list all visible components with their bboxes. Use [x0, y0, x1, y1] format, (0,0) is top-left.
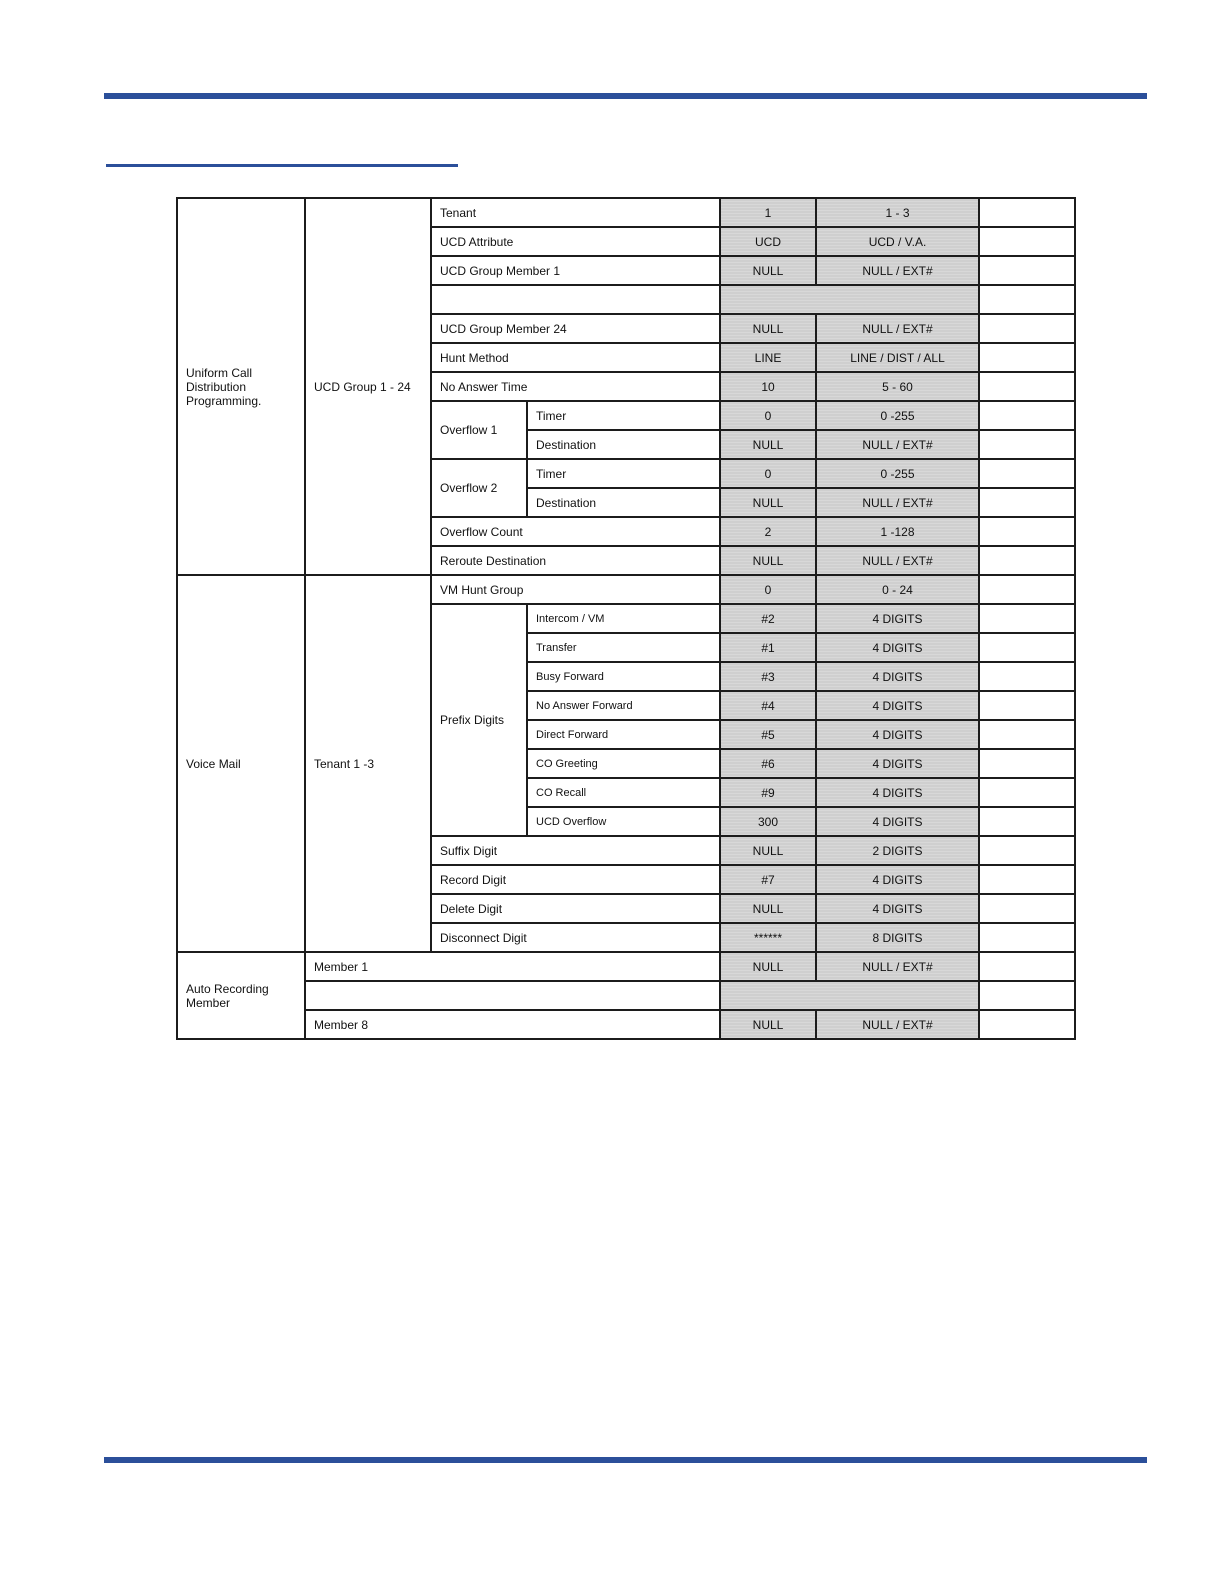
range-value: 4 DIGITS — [816, 865, 979, 894]
row-label: Direct Forward — [527, 720, 720, 749]
default-value: NULL — [720, 314, 816, 343]
row-label: Suffix Digit — [431, 836, 720, 865]
range-value: 4 DIGITS — [816, 749, 979, 778]
table-row — [177, 575, 1075, 604]
range-value: 2 DIGITS — [816, 836, 979, 865]
row-label: Reroute Destination — [431, 546, 720, 575]
range-value: 5 - 60 — [816, 372, 979, 401]
row-label: Destination — [527, 488, 720, 517]
row-label: Disconnect Digit — [431, 923, 720, 952]
range-value: 4 DIGITS — [816, 807, 979, 836]
default-value: UCD — [720, 227, 816, 256]
range-value: 0 - 24 — [816, 575, 979, 604]
range-value: 0 -255 — [816, 401, 979, 430]
row-label: Transfer — [527, 633, 720, 662]
range-value: NULL / EXT# — [816, 546, 979, 575]
blank-cell — [979, 894, 1075, 923]
footer-rule — [104, 1457, 1147, 1463]
default-value: #3 — [720, 662, 816, 691]
row-label: UCD Attribute — [431, 227, 720, 256]
range-value: 4 DIGITS — [816, 691, 979, 720]
blank-cell — [979, 633, 1075, 662]
row-label: Destination — [527, 430, 720, 459]
default-value: ****** — [720, 923, 816, 952]
default-value: #1 — [720, 633, 816, 662]
blank-cell — [979, 343, 1075, 372]
blank-cell — [979, 662, 1075, 691]
row-label: No Answer Time — [431, 372, 720, 401]
row-label: Member 1 — [305, 952, 720, 981]
range-value: NULL / EXT# — [816, 314, 979, 343]
range-value: NULL / EXT# — [816, 1010, 979, 1039]
blank-cell — [979, 836, 1075, 865]
blank-cell — [979, 198, 1075, 227]
blank-cell — [979, 923, 1075, 952]
blank-cell — [305, 981, 720, 1010]
default-value: 1 — [720, 198, 816, 227]
range-value: NULL / EXT# — [816, 952, 979, 981]
default-value: #9 — [720, 778, 816, 807]
range-value: 4 DIGITS — [816, 633, 979, 662]
overflow2-label: Overflow 2 — [431, 459, 527, 517]
range-value: 4 DIGITS — [816, 604, 979, 633]
prefix-digits-label: Prefix Digits — [431, 604, 527, 836]
ucd-section-label: Uniform Call Distribution Programming. — [177, 198, 305, 575]
default-value: #6 — [720, 749, 816, 778]
default-value: NULL — [720, 488, 816, 517]
blank-shaded-cell — [720, 981, 979, 1010]
range-value: NULL / EXT# — [816, 430, 979, 459]
range-value: 8 DIGITS — [816, 923, 979, 952]
blank-cell — [979, 401, 1075, 430]
vm-group-label: Tenant 1 -3 — [305, 575, 431, 952]
range-value: 4 DIGITS — [816, 662, 979, 691]
programming-table — [176, 197, 1076, 1040]
blank-cell — [979, 256, 1075, 285]
default-value: NULL — [720, 836, 816, 865]
row-label: CO Greeting — [527, 749, 720, 778]
default-value: 0 — [720, 459, 816, 488]
blank-cell — [979, 575, 1075, 604]
default-value: NULL — [720, 1010, 816, 1039]
blank-cell — [979, 865, 1075, 894]
row-label: Overflow Count — [431, 517, 720, 546]
blank-cell — [979, 459, 1075, 488]
table-row — [177, 198, 1075, 227]
range-value: 4 DIGITS — [816, 894, 979, 923]
range-value: UCD / V.A. — [816, 227, 979, 256]
blank-cell — [979, 981, 1075, 1010]
default-value: NULL — [720, 256, 816, 285]
row-label: UCD Group Member 1 — [431, 256, 720, 285]
row-label: Tenant — [431, 198, 720, 227]
blank-cell — [979, 1010, 1075, 1039]
row-label: UCD Overflow — [527, 807, 720, 836]
blank-cell — [979, 430, 1075, 459]
blank-cell — [979, 227, 1075, 256]
default-value: 10 — [720, 372, 816, 401]
default-value: LINE — [720, 343, 816, 372]
default-value: #5 — [720, 720, 816, 749]
row-label: Delete Digit — [431, 894, 720, 923]
row-label: UCD Group Member 24 — [431, 314, 720, 343]
blank-cell — [979, 372, 1075, 401]
range-value: LINE / DIST / ALL — [816, 343, 979, 372]
range-value: 1 -128 — [816, 517, 979, 546]
header-rule — [104, 93, 1147, 99]
table-row — [177, 952, 1075, 981]
row-label: No Answer Forward — [527, 691, 720, 720]
blank-cell — [979, 720, 1075, 749]
row-label: Timer — [527, 459, 720, 488]
blank-cell — [979, 749, 1075, 778]
default-value: 0 — [720, 575, 816, 604]
section-title-underline — [106, 164, 458, 167]
auto-recording-label: Auto Recording Member — [177, 952, 305, 1039]
overflow1-label: Overflow 1 — [431, 401, 527, 459]
default-value: #2 — [720, 604, 816, 633]
table-row — [177, 1010, 1075, 1039]
blank-cell — [431, 285, 720, 314]
blank-cell — [979, 691, 1075, 720]
default-value: #7 — [720, 865, 816, 894]
default-value: NULL — [720, 546, 816, 575]
range-value: 1 - 3 — [816, 198, 979, 227]
table-row — [177, 981, 1075, 1010]
default-value: #4 — [720, 691, 816, 720]
ucd-group-label: UCD Group 1 - 24 — [305, 198, 431, 575]
blank-cell — [979, 517, 1075, 546]
blank-cell — [979, 952, 1075, 981]
default-value: 2 — [720, 517, 816, 546]
default-value: NULL — [720, 430, 816, 459]
row-label: Busy Forward — [527, 662, 720, 691]
default-value: NULL — [720, 952, 816, 981]
vm-section-label: Voice Mail — [177, 575, 305, 952]
range-value: 4 DIGITS — [816, 778, 979, 807]
blank-cell — [979, 488, 1075, 517]
row-label: Timer — [527, 401, 720, 430]
blank-cell — [979, 807, 1075, 836]
row-label: Hunt Method — [431, 343, 720, 372]
blank-cell — [979, 604, 1075, 633]
blank-cell — [979, 546, 1075, 575]
range-value: 4 DIGITS — [816, 720, 979, 749]
default-value: NULL — [720, 894, 816, 923]
row-label: Intercom / VM — [527, 604, 720, 633]
range-value: NULL / EXT# — [816, 256, 979, 285]
row-label: VM Hunt Group — [431, 575, 720, 604]
range-value: NULL / EXT# — [816, 488, 979, 517]
row-label: CO Recall — [527, 778, 720, 807]
row-label: Member 8 — [305, 1010, 720, 1039]
default-value: 300 — [720, 807, 816, 836]
range-value: 0 -255 — [816, 459, 979, 488]
blank-cell — [979, 314, 1075, 343]
blank-cell — [979, 285, 1075, 314]
row-label: Record Digit — [431, 865, 720, 894]
blank-cell — [979, 778, 1075, 807]
default-value: 0 — [720, 401, 816, 430]
blank-shaded-cell — [720, 285, 979, 314]
